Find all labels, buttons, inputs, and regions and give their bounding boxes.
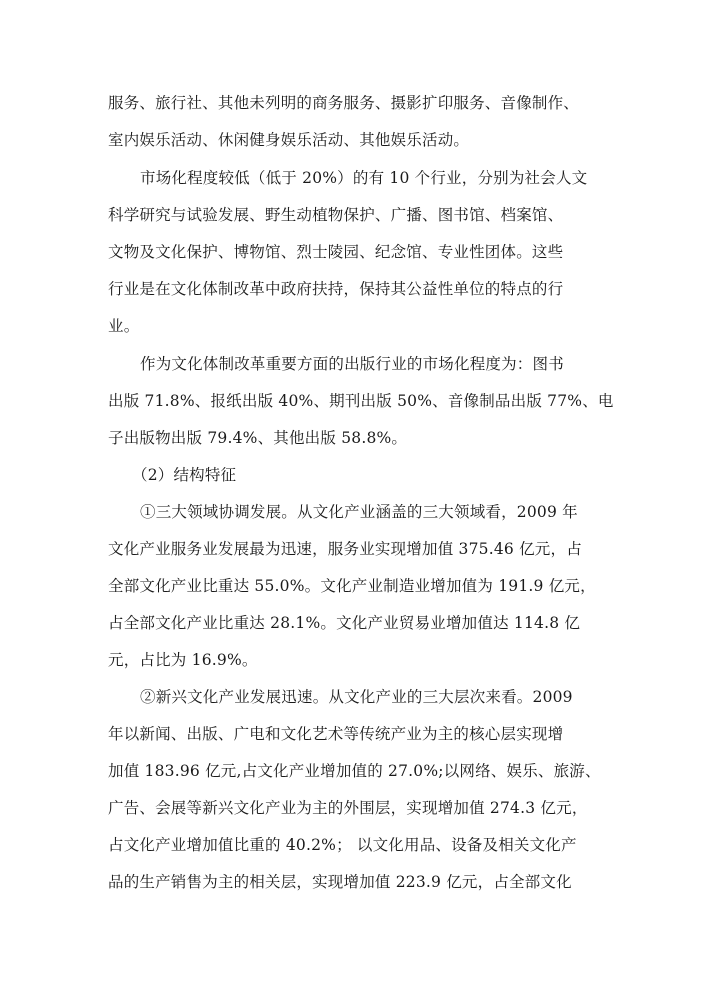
text-line: 占全部文化产业比重达 28.1%。文化产业贸易业增加值达 114.8 亿 <box>108 614 581 632</box>
paragraph-start: ①三大领域协调发展。从文化产业涵盖的三大领域看，2009 年 <box>140 503 578 521</box>
text-line: 年以新闻、出版、广电和文化艺术等传统产业为主的核心层实现增 <box>108 725 564 743</box>
text-line: 加值 183.96 亿元,占文化产业增加值的 27.0%;以网络、娱乐、旅游、 <box>108 762 601 780</box>
text-line: 元，占比为 16.9%。 <box>108 651 258 669</box>
text-line: 室内娱乐活动、休闲健身娱乐活动、其他娱乐活动。 <box>108 131 470 149</box>
text-line: 全部文化产业比重达 55.0%。文化产业制造业增加值为 191.9 亿元， <box>108 577 596 595</box>
section-heading: （2）结构特征 <box>132 466 237 484</box>
text-line: 文化产业服务业发展最为迅速，服务业实现增加值 375.46 亿元，占 <box>108 540 582 558</box>
paragraph-start: ②新兴文化产业发展迅速。从文化产业的三大层次来看。2009 <box>140 688 573 706</box>
text-line: 子出版物出版 79.4%、其他出版 58.8%。 <box>108 429 408 447</box>
text-line: 出版 71.8%、报纸出版 40%、期刊出版 50%、音像制品出版 77%、电 <box>108 392 614 410</box>
text-line: 品的生产销售为主的相关层，实现增加值 223.9 亿元，占全部文化 <box>108 873 572 891</box>
text-line: 占文化产业增加值比重的 40.2%； 以文化用品、设备及相关文化产 <box>108 836 577 854</box>
paragraph-start: 作为文化体制改革重要方面的出版行业的市场化程度为：图书 <box>140 355 564 373</box>
text-line: 文物及文化保护、博物馆、烈士陵园、纪念馆、专业性团体。这些 <box>108 243 564 261</box>
text-line: 服务、旅行社、其他未列明的商务服务、摄影扩印服务、音像制作、 <box>108 94 580 112</box>
text-line: 科学研究与试验发展、野生动植物保护、广播、图书馆、档案馆、 <box>108 206 564 224</box>
paragraph-start: 市场化程度较低（低于 20%）的有 10 个行业，分别为社会人文 <box>140 169 588 187</box>
text-line: 行业是在文化体制改革中政府扶持，保持其公益性单位的特点的行 <box>108 280 564 298</box>
text-line: 广告、会展等新兴文化产业为主的外围层，实现增加值 274.3 亿元， <box>108 799 588 817</box>
text-line: 业。 <box>108 317 140 335</box>
